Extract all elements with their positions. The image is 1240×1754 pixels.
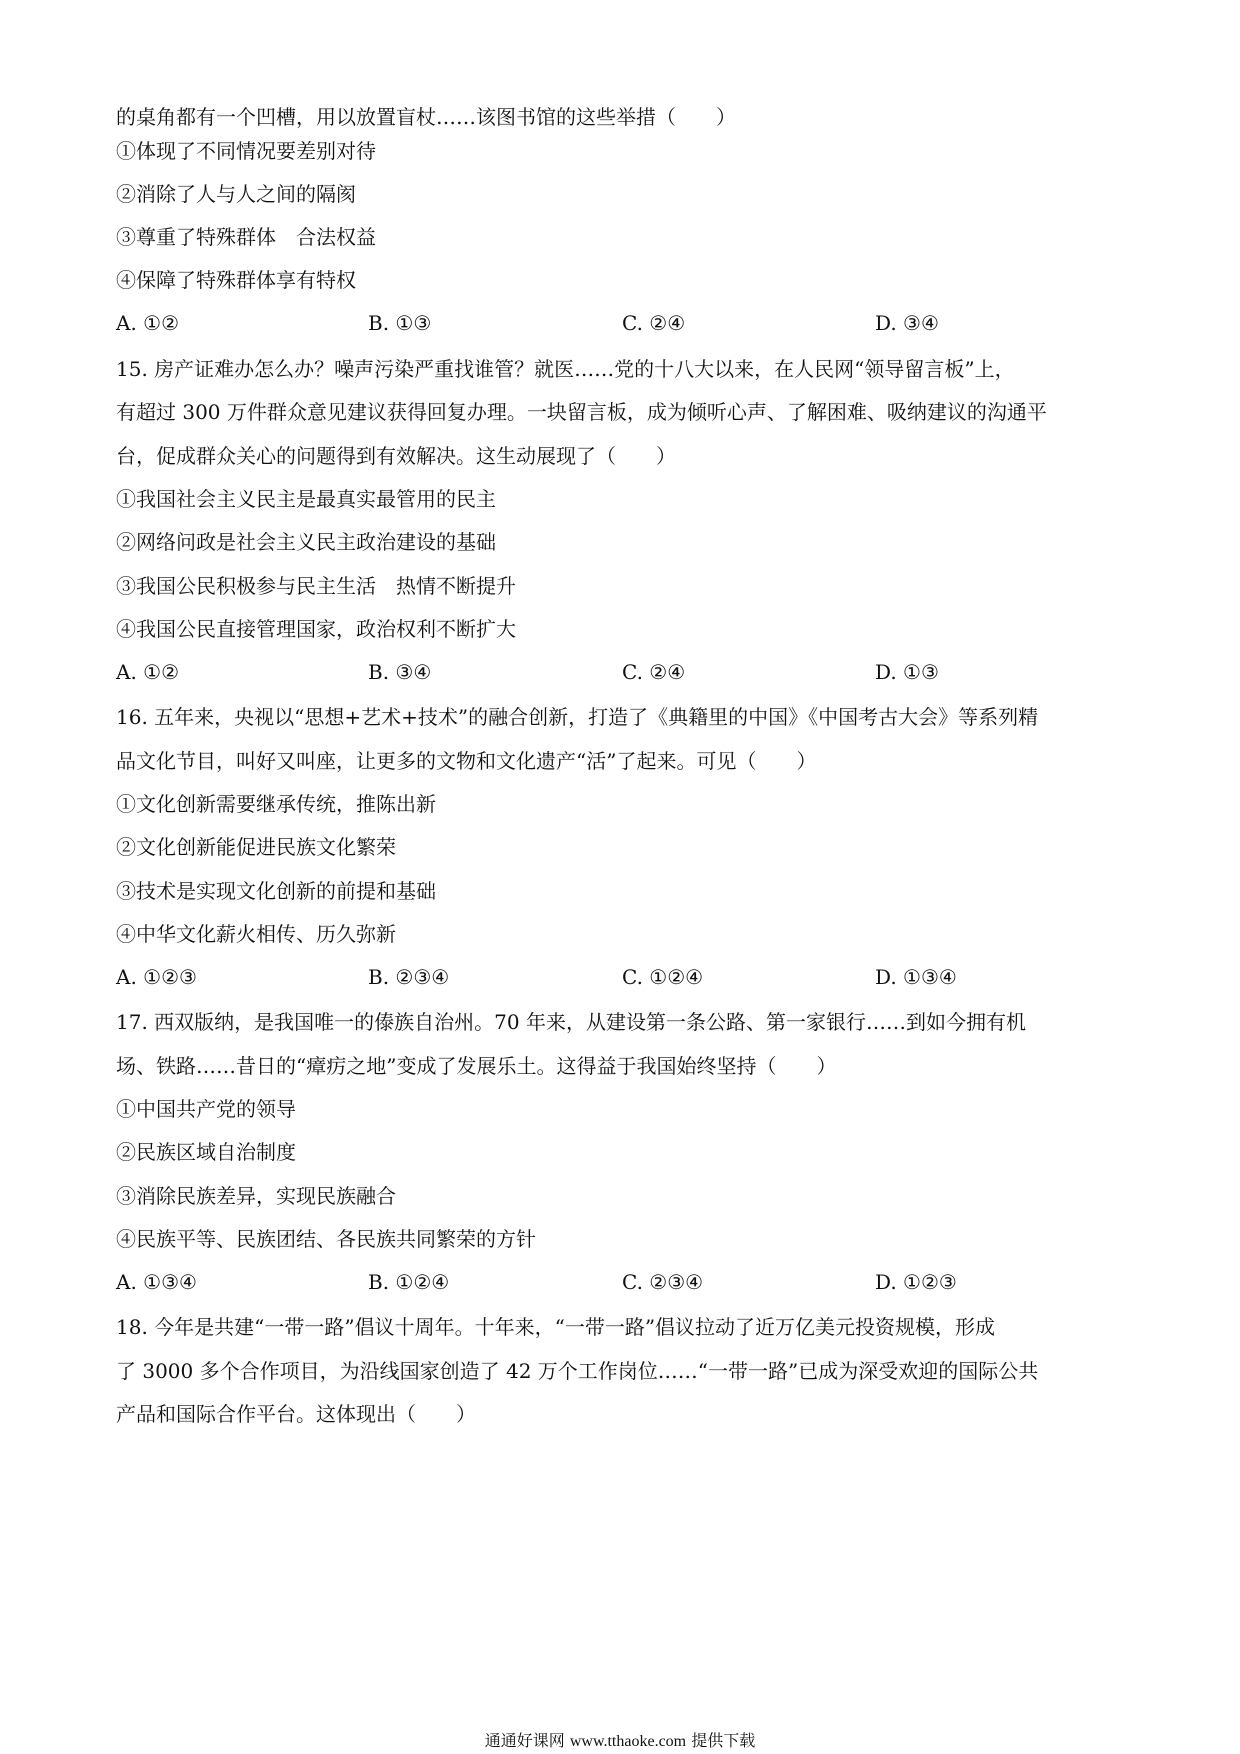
statement-3: ③技术是实现文化创新的前提和基础 [116, 879, 436, 903]
option-b: B. ①②④ [368, 1270, 450, 1294]
option-c: C. ②④ [622, 311, 686, 335]
option-c: C. ②④ [622, 660, 686, 684]
question-16-line-1: 16. 五年来，央视以“思想+艺术+技术”的融合创新，打造了《典籍里的中国》《中国考古大会》等系列精 [116, 705, 1039, 729]
option-c: C. ②③④ [622, 1270, 704, 1294]
statement-2: ②文化创新能促进民族文化繁荣 [116, 835, 396, 859]
statement-3: ③尊重了特殊群体 合法权益 [116, 225, 376, 249]
statement-1: ①文化创新需要继承传统，推陈出新 [116, 792, 436, 816]
option-d: D. ①③ [875, 660, 939, 684]
question-15-line-1: 15. 房产证难办怎么办？噪声污染严重找谁管？就医……党的十八大以来，在人民网“领导留言板”上， [116, 357, 1015, 381]
question-text-line: 的桌角都有一个凹槽，用以放置盲杖……该图书馆的这些举措（ ） [116, 105, 736, 129]
statement-4: ④我国公民直接管理国家，政治权利不断扩大 [116, 617, 516, 641]
option-b: B. ②③④ [368, 965, 450, 989]
option-d: D. ①②③ [875, 1270, 957, 1294]
question-16-line-2: 品文化节目，叫好又叫座，让更多的文物和文化遗产“活”了起来。可见（ ） [116, 749, 817, 773]
question-18-line-2: 了 3000 多个合作项目，为沿线国家创造了 42 万个工作岗位……“一带一路”已成为深受欢迎的国际公共 [116, 1359, 1039, 1383]
option-a: A. ①②③ [116, 965, 197, 989]
statement-4: ④民族平等、民族团结、各民族共同繁荣的方针 [116, 1227, 536, 1251]
statement-1: ①体现了不同情况要差别对待 [116, 139, 376, 163]
answer-options [116, 309, 1116, 337]
option-b: B. ①③ [368, 311, 432, 335]
statement-2: ②消除了人与人之间的隔阂 [116, 182, 356, 206]
statement-4: ④保障了特殊群体享有特权 [116, 268, 356, 292]
option-a: A. ①③④ [116, 1270, 197, 1294]
statement-2: ②网络问政是社会主义民主政治建设的基础 [116, 530, 496, 554]
option-a: A. ①② [116, 311, 180, 335]
answer-options [116, 1268, 1116, 1296]
question-15-line-3: 台，促成群众关心的问题得到有效解决。这生动展现了（ ） [116, 444, 676, 468]
answer-options [116, 963, 1116, 991]
footer-url-link[interactable]: www.tthaoke.com [569, 1733, 687, 1750]
question-18-line-1: 18. 今年是共建“一带一路”倡议十周年。十年来，“一带一路”倡议拉动了近万亿美元投资规模，形成 [116, 1315, 996, 1339]
option-d: D. ③④ [875, 311, 939, 335]
statement-4: ④中华文化薪火相传、历久弥新 [116, 922, 396, 946]
question-17-line-1: 17. 西双版纳，是我国唯一的傣族自治州。70 年来，从建设第一条公路、第一家银行……到如今拥有机 [116, 1010, 1026, 1034]
question-17-line-2: 场、铁路……昔日的“瘴疠之地”变成了发展乐土。这得益于我国始终坚持（ ） [116, 1054, 837, 1078]
option-d: D. ①③④ [875, 965, 957, 989]
option-c: C. ①②④ [622, 965, 704, 989]
statement-3: ③消除民族差异，实现民族融合 [116, 1184, 396, 1208]
question-15-line-2: 有超过 300 万件群众意见建议获得回复办理。一块留言板，成为倾听心声、了解困难、吸纳建议的沟通平 [116, 400, 1047, 424]
page-footer [0, 1731, 1240, 1752]
statement-3: ③我国公民积极参与民主生活 热情不断提升 [116, 574, 516, 598]
footer-site-name: 通通好课网 [484, 1731, 565, 1750]
statement-2: ②民族区域自治制度 [116, 1140, 296, 1164]
footer-download-text: 提供下载 [691, 1731, 756, 1750]
answer-options [116, 658, 1116, 686]
statement-1: ①中国共产党的领导 [116, 1097, 296, 1121]
option-b: B. ③④ [368, 660, 432, 684]
statement-1: ①我国社会主义民主是最真实最管用的民主 [116, 487, 496, 511]
question-18-line-3: 产品和国际合作平台。这体现出（ ） [116, 1402, 476, 1426]
option-a: A. ①② [116, 660, 180, 684]
